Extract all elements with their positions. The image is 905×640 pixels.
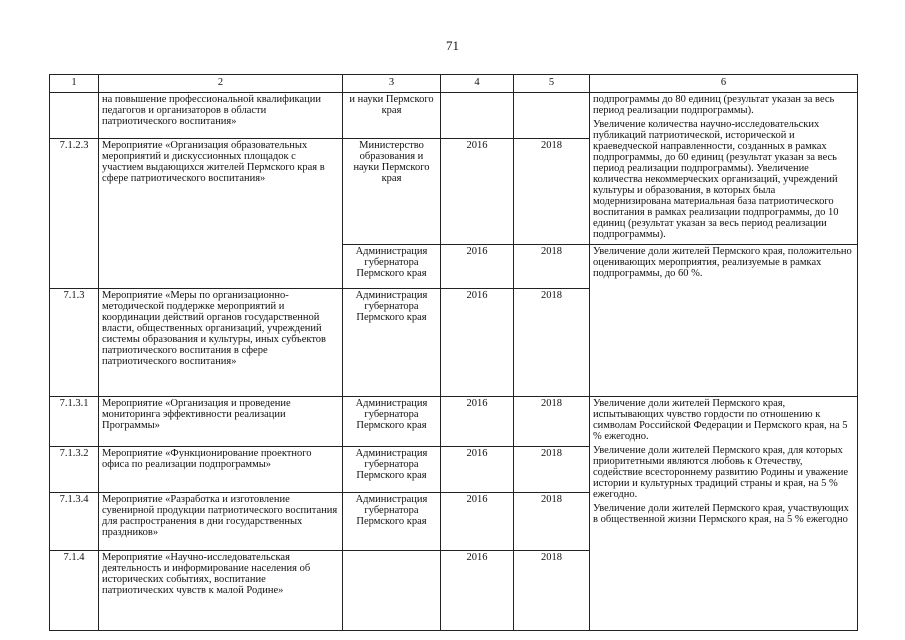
row-end-year: 2018 <box>514 245 590 289</box>
row-number: 7.1.3 <box>50 289 99 397</box>
row-end-year: 2018 <box>514 289 590 397</box>
row-start-year: 2016 <box>441 551 514 631</box>
row-number: 7.1.3.4 <box>50 493 99 551</box>
row-executor: Министерство образования и науки Пермского края <box>343 139 441 245</box>
header-col-3: 3 <box>343 75 441 93</box>
row-end-year: 2018 <box>514 447 590 493</box>
header-col-6: 6 <box>590 75 858 93</box>
row-end-year: 2018 <box>514 397 590 447</box>
results-cell-3 <box>590 397 858 631</box>
result-text: Увеличение доли жителей Пермского края, участвующих в общественной жизни Пермского края, на 5 % ежегодно <box>593 503 849 525</box>
program-table <box>49 74 858 631</box>
result-text: Увеличение доли жителей Пермского края, испытывающих чувство гордости по отношению к символам Российской Федерации и Пермского края, на 5 % ежегодно. <box>593 398 848 442</box>
row-start-year <box>441 93 514 139</box>
header-col-5: 5 <box>514 75 590 93</box>
header-col-4: 4 <box>441 75 514 93</box>
row-end-year: 2018 <box>514 551 590 631</box>
result-text: Увеличение количества научно-исследовательских публикаций патриотической, исторической и краеведческой направленности, созданных в рамках подпрограммы, до 60 единиц (результат указан за весь период реализации подпрограммы). Увеличение количества некоммерческих организаций, учреждений культуры и образования, в которых была модернизирована материальная база патриотического воспитания в рамках реализации подпрограммы, до 10 единиц (результат указан за весь период реализации подпрограммы). <box>593 119 839 240</box>
row-number: 7.1.2.3 <box>50 139 99 289</box>
row-start-year: 2016 <box>441 289 514 397</box>
row-description: Мероприятие «Научно-исследовательская деятельность и информирование населения об исторических событиях, воспитание патриотических чувств к малой Родине» <box>99 551 343 631</box>
results-cell-1 <box>590 93 858 245</box>
row-end-year: 2018 <box>514 493 590 551</box>
row-start-year: 2016 <box>441 245 514 289</box>
table-row <box>50 397 858 447</box>
page-number: 71 <box>446 38 459 53</box>
row-executor: Администрация губернатора Пермского края <box>343 289 441 397</box>
row-description: Мероприятие «Организация образовательных мероприятий и дискуссионных площадок с участием выдающихся жителей Пермского края в сфере патриотического воспитания» <box>99 139 343 289</box>
row-executor: Администрация губернатора Пермского края <box>343 447 441 493</box>
row-description: Мероприятие «Функционирование проектного офиса по реализации подпрограммы» <box>99 447 343 493</box>
row-number: 7.1.4 <box>50 551 99 631</box>
row-description: на повышение профессиональной квалификации педагогов и организаторов в области патриотического воспитания» <box>99 93 343 139</box>
row-number <box>50 93 99 139</box>
header-row <box>50 75 858 93</box>
row-description: Мероприятие «Меры по организационно-методической поддержке мероприятий и координации действий органов государственной власти, общественных организаций, учреждений системы образования и культуры, иных субъектов патриотического воспитания в сфере патриотического воспитания» <box>99 289 343 397</box>
row-start-year: 2016 <box>441 397 514 447</box>
header-col-2: 2 <box>99 75 343 93</box>
results-cell-2 <box>590 245 858 397</box>
header-col-1: 1 <box>50 75 99 93</box>
row-description: Мероприятие «Разработка и изготовление сувенирной продукции патриотического воспитания для распространения в дни государственных праздников» <box>99 493 343 551</box>
result-text: подпрограммы до 80 единиц (результат указан за весь период реализации подпрограммы). <box>593 94 835 116</box>
table-row <box>50 93 858 139</box>
row-start-year: 2016 <box>441 447 514 493</box>
row-start-year: 2016 <box>441 493 514 551</box>
row-executor: и науки Пермского края <box>343 93 441 139</box>
row-end-year: 2018 <box>514 139 590 245</box>
result-text: Увеличение доли жителей Пермского края, положительно оценивающих мероприятия, реализуемые в рамках подпрограммы, до 60 %. <box>593 246 852 279</box>
row-executor: Администрация губернатора Пермского края <box>343 245 441 289</box>
result-text: Увеличение доли жителей Пермского края, для которых приоритетными являются любовь к Отечеству, содействие всестороннему развитию Родины и уважение истории и культурных традиций страны и края, на 5 % ежегодно. <box>593 445 848 500</box>
row-executor: Администрация губернатора Пермского края <box>343 397 441 447</box>
row-end-year <box>514 93 590 139</box>
row-number: 7.1.3.1 <box>50 397 99 447</box>
row-executor <box>343 551 441 631</box>
row-description: Мероприятие «Организация и проведение мониторинга эффективности реализации Программы» <box>99 397 343 447</box>
row-number: 7.1.3.2 <box>50 447 99 493</box>
row-executor: Администрация губернатора Пермского края <box>343 493 441 551</box>
row-start-year: 2016 <box>441 139 514 245</box>
